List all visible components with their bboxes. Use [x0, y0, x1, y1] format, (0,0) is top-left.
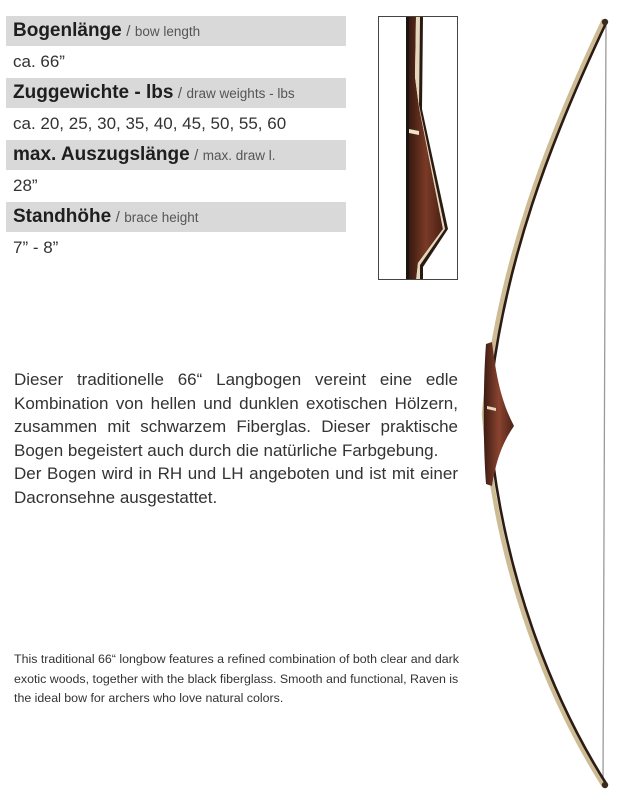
- spec-separator: /: [177, 85, 183, 102]
- spec-label: Bogenlänge: [13, 20, 122, 41]
- spec-label: max. Auszugslänge: [13, 144, 190, 165]
- spec-sublabel: brace height: [124, 210, 199, 225]
- spec-header-brace-height: [6, 202, 346, 232]
- spec-separator: /: [194, 147, 199, 164]
- lower-nock: [602, 782, 608, 788]
- spec-value-bow-length: ca. 66”: [13, 52, 65, 71]
- bowstring: [603, 22, 606, 784]
- spec-header-bow-length: [6, 16, 346, 46]
- spec-value-draw-weights: ca. 20, 25, 30, 35, 40, 45, 50, 55, 60: [13, 114, 287, 133]
- description-german: [14, 368, 458, 509]
- description-german-paragraph-2: Der Bogen wird in RH und LH angeboten und ist mit einer Dacronsehne ausgestattet.: [14, 464, 458, 507]
- bow-limb-belly: [488, 21, 607, 785]
- description-english: This traditional 66“ longbow features a refined combination of both clear and dark exotic woods, together with the black fiberglass. Smooth and functional, Raven is the ideal bow for archers who love natural colors.: [14, 652, 459, 705]
- spec-header-max-draw-length: [6, 140, 346, 170]
- spec-separator: /: [115, 209, 120, 226]
- bow-riser: [484, 342, 514, 486]
- spec-value-max-draw-length: 28”: [13, 176, 38, 195]
- spec-sublabel: draw weights - lbs: [186, 86, 295, 101]
- spec-label: Standhöhe: [13, 206, 112, 227]
- description-german-paragraph-1: Dieser traditionelle 66“ Langbogen vereint eine edle Kombination von hellen und dunklen exotischen Hölzern, zusammen mit schwarzem Fiberglas. Dieser praktische Bogen begeistert auch durch die natürliche Farbgebung.: [14, 370, 458, 460]
- spec-separator: /: [126, 23, 131, 40]
- spec-sublabel: bow length: [134, 24, 201, 39]
- spec-value-brace-height: 7” - 8”: [13, 238, 59, 257]
- spec-sublabel: max. draw l.: [202, 148, 276, 163]
- spec-table: [6, 16, 346, 264]
- upper-nock: [602, 19, 608, 25]
- spec-header-draw-weights: [6, 78, 346, 108]
- spec-label: Zuggewichte - lbs: [13, 82, 174, 103]
- longbow-image: [440, 14, 615, 790]
